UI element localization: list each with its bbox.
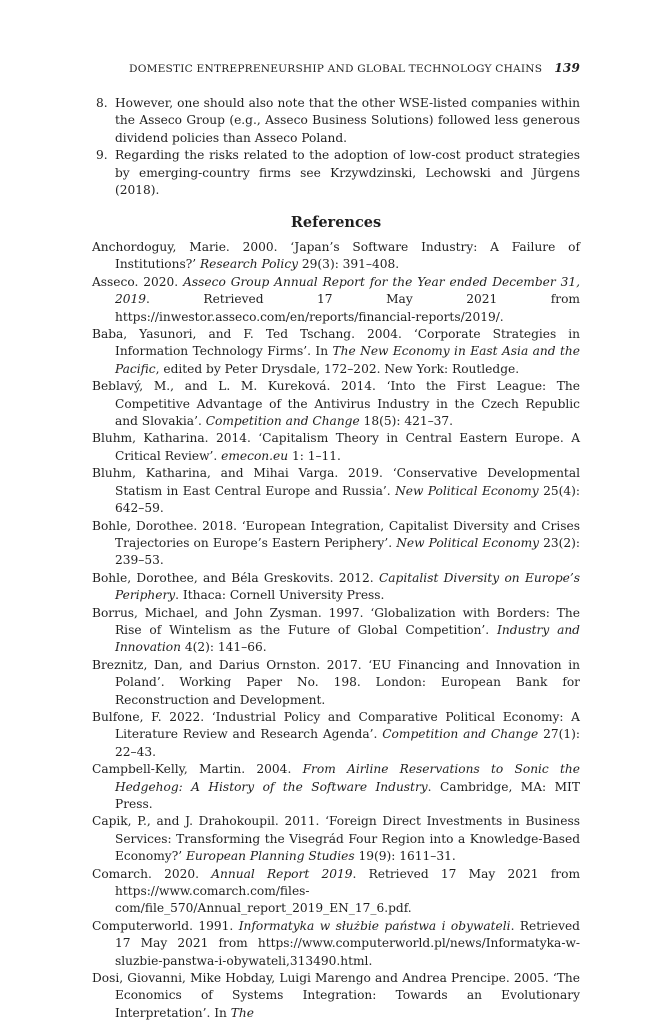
reference-text: Anchordoguy, Marie. 2000. ‘Japan’s Software Industry: A Failure of Institutions?’ xyxy=(92,240,580,272)
reference-text: Bluhm, Katharina, and Mihai Varga. 2019. ‘Conservative Developmental Statism in East Central Europe and Russia’. xyxy=(92,466,580,498)
reference-entry xyxy=(92,326,580,378)
reference-entry xyxy=(92,918,580,970)
reference-text: 18(5): 421–37. xyxy=(359,414,454,429)
running-header xyxy=(92,61,580,79)
reference-text: Breznitz, Dan, and Darius Ornston. 2017. ‘EU Financing and Innovation in Poland’. Working Paper No. 198. London: European Bank for Reconstruction and Development. xyxy=(92,657,580,707)
reference-title: Informatyka w służbie państwa i obywateli xyxy=(238,918,511,933)
reference-text: Campbell-Kelly, Martin. 2004. xyxy=(92,762,303,777)
reference-title: Asseco Group Annual Report for the Year ended December 31, 2019 xyxy=(115,274,580,307)
reference-title: Competition and Change xyxy=(205,414,360,429)
endnote xyxy=(92,147,580,199)
endnote xyxy=(92,95,580,147)
reference-title: emecon.eu xyxy=(221,448,289,463)
reference-text: Asseco. 2020. xyxy=(92,274,184,289)
running-title: DOMESTIC ENTREPRENEURSHIP AND GLOBAL TECHNOLOGY CHAINS xyxy=(129,63,543,75)
reference-title: Annual Report 2019 xyxy=(211,866,353,881)
reference-text: Dosi, Giovanni, Mike Hobday, Luigi Marengo and Andrea Prencipe. 2005. ‘The Economics of Systems Integration: Towards an Evolutionary Interpretation’. In xyxy=(92,971,580,1020)
reference-text: Bulfone, F. 2022. ‘Industrial Policy and Comparative Political Economy: A Literature Review and Research Agenda’. xyxy=(92,709,580,742)
reference-text: Bluhm, Katharina. 2014. ‘Capitalism Theory in Central Eastern Europe. A Critical Review’. xyxy=(92,431,580,463)
reference-title: New Political Economy xyxy=(396,535,540,550)
reference-entry xyxy=(92,378,580,430)
endnote-text: Regarding the risks related to the adoption of low-cost product strategies by emerging-country firms see Krzywdzinski, Lechowski and Jürgens (2018). xyxy=(115,148,580,198)
endnote-number: 9. xyxy=(96,148,108,163)
reference-entry xyxy=(92,657,580,709)
reference-text: Borrus, Michael, and John Zysman. 1997. ‘Globalization with Borders: The Rise of Wintelism as the Future of Global Competition’. xyxy=(92,605,580,637)
reference-text: Computerworld. 1991. xyxy=(92,918,239,933)
reference-entry xyxy=(92,970,580,1022)
reference-text: Capik, P., and J. Drahokoupil. 2011. ‘Foreign Direct Investments in Business Services: Transforming the Visegrád Four Region into a Knowledge-Based Economy?’ xyxy=(92,814,580,864)
reference-entry xyxy=(92,761,580,813)
reference-entry xyxy=(92,605,580,657)
reference-text: 27(1): 22–43. xyxy=(115,727,580,759)
reference-entry xyxy=(92,465,580,517)
endnote-text: However, one should also note that the other WSE-listed companies within the Asseco Group (e.g., Asseco Business Solutions) followed less generous dividend policies than Asseco Poland. xyxy=(115,96,580,145)
reference-title: Research Policy xyxy=(199,257,299,272)
reference-text: 29(3): 391–408. xyxy=(298,257,400,272)
reference-entry xyxy=(92,239,580,274)
reference-text: . Retrieved 17 May 2021 from https://www.comarch.com/files-com/file_570/Annual_report_2019_EN_17_6.pdf. xyxy=(115,866,581,916)
reference-text: 25(4): 642–59. xyxy=(115,483,580,516)
reference-text: Comarch. 2020. xyxy=(92,866,212,881)
reference-text: Beblavý, M., and L. M. Kureková. 2014. ‘Into the First League: The Competitive Advantage of the Antivirus Industry in the Czech Republic and Slovakia’. xyxy=(92,379,580,429)
reference-text: . Cambridge, MA: MIT Press. xyxy=(115,779,581,811)
endnote-number: 8. xyxy=(96,96,108,110)
reference-entry xyxy=(92,274,580,326)
reference-title: Competition and Change xyxy=(382,727,539,742)
reference-text: . Ithaca: Cornell University Press. xyxy=(175,588,385,603)
reference-text: Bohle, Dorothee. 2018. ‘European Integration, Capitalist Diversity and Crises Trajectories on Europe’s Eastern Periphery’. xyxy=(92,518,580,550)
reference-text: . Retrieved 17 May 2021 from https://inwestor.asseco.com/en/reports/financial-reports/2019/. xyxy=(115,292,580,324)
reference-entry xyxy=(92,709,580,761)
reference-text: 4(2): 141–66. xyxy=(180,640,267,655)
endnotes xyxy=(92,95,580,199)
reference-title: The New Economy in East Asia and the Pacific xyxy=(115,344,580,376)
reference-title: From Airline Reservations to Sonic the Hedgehog: A History of the Software Industry xyxy=(115,762,580,794)
reference-text: . Retrieved 17 May 2021 from https://www.computerworld.pl/news/Informatyka-w-sluzbie-panstwa-i-obywateli,313490.html. xyxy=(115,918,580,968)
reference-title: The xyxy=(230,1005,254,1020)
reference-text: 1: 1–11. xyxy=(288,448,341,463)
reference-text: Bohle, Dorothee, and Béla Greskovits. 2012. xyxy=(92,570,379,585)
references-heading: References xyxy=(290,214,382,231)
reference-title: Industry and Innovation xyxy=(115,622,580,655)
reference-title: Capitalist Diversity on Europe’s Periphery xyxy=(115,570,580,603)
reference-entry xyxy=(92,813,580,865)
reference-text: , edited by Peter Drysdale, 172–202. New York: Routledge. xyxy=(155,361,520,376)
reference-text: Baba, Yasunori, and F. Ted Tschang. 2004. ‘Corporate Strategies in Information Technology Firms’. In xyxy=(92,327,580,359)
reference-list xyxy=(92,239,580,1022)
reference-entry xyxy=(92,430,580,465)
page-number: 139 xyxy=(554,61,580,75)
reference-title: European Planning Studies xyxy=(185,849,355,864)
reference-text: 19(9): 1611–31. xyxy=(354,849,456,864)
reference-entry xyxy=(92,518,580,570)
reference-entry xyxy=(92,570,580,605)
reference-entry xyxy=(92,866,580,918)
reference-title: New Political Economy xyxy=(395,483,539,498)
reference-text: 23(2): 239–53. xyxy=(115,535,580,568)
